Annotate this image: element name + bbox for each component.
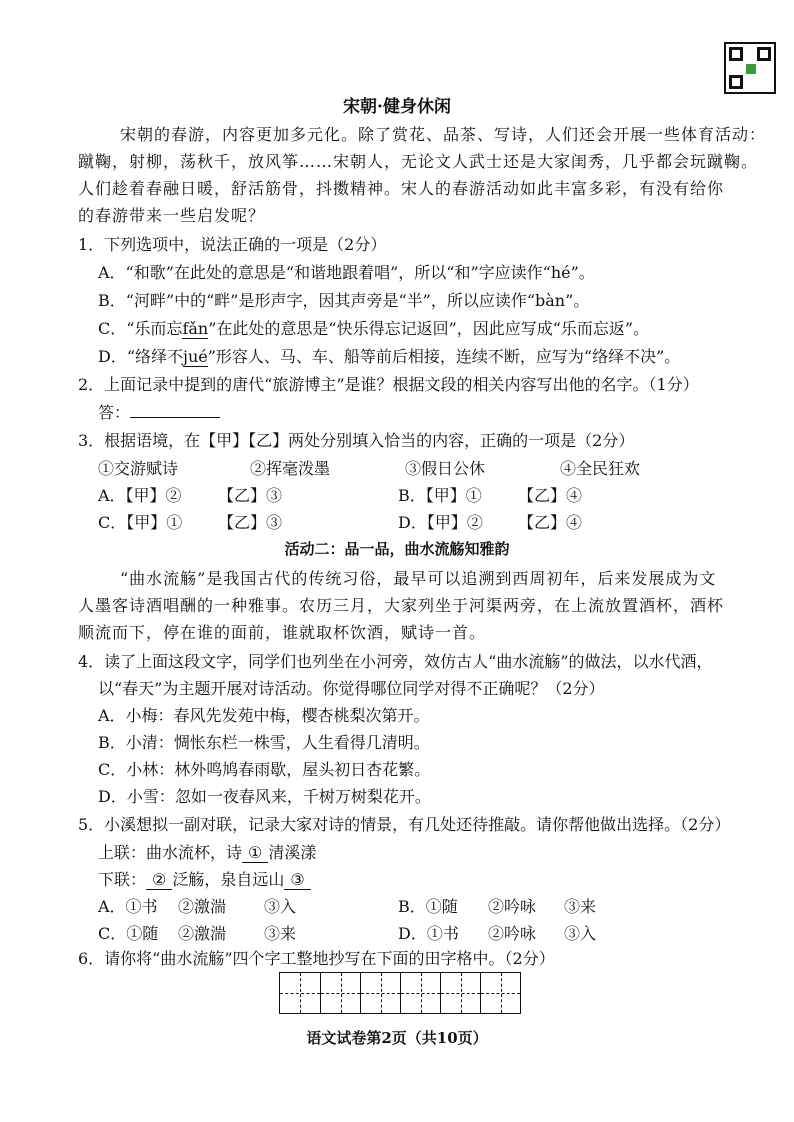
intro-line-3: 人们趁着春融日暖，舒活筋骨，抖擞精神。宋人的春游活动如此丰富多彩，有没有给你 <box>78 179 725 198</box>
q4-option-b: B．小清：惆怅东栏一株雪，人生看得几清明。 <box>98 733 430 752</box>
q3-stem: 3．根据语境，在【甲】【乙】两处分别填入恰当的内容，正确的一项是（2分） <box>78 431 635 450</box>
q3-choice-2: ②挥毫泼墨 <box>250 459 331 478</box>
qr-code-icon <box>724 42 776 94</box>
intro-line-4: 的春游带来一些启发呢？ <box>78 206 266 225</box>
q5-option-a-3: ③入 <box>264 897 297 916</box>
tianzige-cell-6[interactable] <box>480 973 520 1013</box>
q4-stem-1: 4．读了上面这段文字，同学们也列坐在小河旁，效仿古人“曲水流觞”的做法，以水代酒， <box>78 652 713 671</box>
tianzige-grid <box>279 972 521 1014</box>
q3-option-d-jia: D．【甲】② <box>398 513 483 532</box>
q3-option-c-jia: C．【甲】① <box>98 513 183 532</box>
q4-stem-2: 以“春天”为主题开展对诗活动。你觉得哪位同学对得不正确呢？（2分） <box>98 679 605 698</box>
q5-blank-2[interactable]: ② <box>146 870 172 890</box>
q5-upper-couplet: 上联：曲水流杯，诗 ① 清溪漾 <box>98 843 317 862</box>
intro-line-2: 蹴鞠，射柳，荡秋千，放风筝……宋朝人，无论文人武士还是大家闺秀，几乎都会玩蹴鞠。 <box>78 152 759 171</box>
q1-c-pinyin: fǎn <box>182 319 209 338</box>
q3-option-d-yi: 【乙】④ <box>518 513 583 532</box>
q3-option-a-jia: A．【甲】② <box>98 486 182 505</box>
q4-option-d: D．小雪：忽如一夜春风来，千树万树梨花开。 <box>98 787 431 806</box>
tianzige-cell-1[interactable] <box>280 973 320 1013</box>
q5-option-d-2: ②吟咏 <box>488 924 537 943</box>
q3-choice-4: ④全民狂欢 <box>560 459 641 478</box>
q5-option-c-2: ②激湍 <box>178 924 227 943</box>
q1-option-a: A．“和歌”在此处的意思是“和谐地跟着唱”，所以“和”字应读作“hé”。 <box>98 263 595 282</box>
q5-option-b-3: ③来 <box>564 897 597 916</box>
q3-option-a-yi: 【乙】③ <box>218 486 283 505</box>
intro-line-1: 宋朝的春游，内容更加多元化。除了赏花、品茶、写诗，人们还会开展一些体育活动： <box>120 125 767 144</box>
q5-option-c-3: ③来 <box>264 924 297 943</box>
activity2-heading: 活动二：品一品，曲水流觞知雅韵 <box>284 540 510 558</box>
q5-blank-1[interactable]: ① <box>242 843 268 863</box>
q5-option-a-1: A．①书 <box>98 897 158 916</box>
tianzige-cell-4[interactable] <box>400 973 440 1013</box>
q4-option-a: A．小梅：春风先发苑中梅，樱杏桃梨次第开。 <box>98 706 430 725</box>
q5-option-a-2: ②激湍 <box>178 897 227 916</box>
q3-option-b-jia: B．【甲】① <box>398 486 482 505</box>
passage2-line-1: “曲水流觞”是我国古代的传统习俗，最早可以追溯到西周初年，后来发展成为文 <box>120 569 717 588</box>
q2-stem: 2．上面记录中提到的唐代“旅游博主”是谁？根据文段的相关内容写出他的名字。（1分） <box>78 375 699 394</box>
q5-option-c-1: C．①随 <box>98 924 159 943</box>
q5-option-b-2: ②吟咏 <box>488 897 537 916</box>
q2-answer-blank[interactable] <box>130 403 220 418</box>
q1-stem: 1．下列选项中，说法正确的一项是（2分） <box>78 235 387 254</box>
q5-option-b-1: B．①随 <box>398 897 458 916</box>
q2-answer: 答： <box>98 400 220 423</box>
q1-option-d: D．“络绎不jué”形容人、马、车、船等前后相接，连续不断，应写为“络绎不决”。 <box>98 347 681 366</box>
q6-stem: 6．请你将“曲水流觞”四个字工整地抄写在下面的田字格中。（2分） <box>78 949 555 968</box>
q3-choice-1: ①交游赋诗 <box>98 459 179 478</box>
q4-option-c: C．小林：林外鸣鸠春雨歇，屋头初日杏花繁。 <box>98 760 431 779</box>
q5-option-d-3: ③入 <box>564 924 597 943</box>
q1-option-c: C．“乐而忘fǎn”在此处的意思是“快乐得忘记返回”，因此应写成“乐而忘返”。 <box>98 319 650 338</box>
q3-choice-3: ③假日公休 <box>405 459 486 478</box>
q3-option-b-yi: 【乙】④ <box>518 486 583 505</box>
passage2-line-3: 顺流而下，停在谁的面前，谁就取杯饮酒，赋诗一首。 <box>78 623 487 642</box>
q5-stem: 5．小溪想拟一副对联，记录大家对诗的情景，有几处还待推敲。请你帮他做出选择。（2分） <box>78 815 731 834</box>
passage2-line-2: 人墨客诗酒唱酬的一种雅事。农历三月，大家列坐于河渠两旁，在上流放置酒杯，酒杯 <box>78 596 725 615</box>
q3-option-c-yi: 【乙】③ <box>218 513 283 532</box>
page-footer: 语文试卷第2页（共10页） <box>306 1029 488 1047</box>
q5-option-d-1: D．①书 <box>398 924 459 943</box>
q5-lower-couplet: 下联： ② 泛觞，泉自远山 ③ <box>98 867 311 890</box>
q1-option-b: B．“河畔”中的“畔”是形声字，因其声旁是“半”，所以应读作“bàn”。 <box>98 291 590 310</box>
tianzige-cell-5[interactable] <box>440 973 480 1013</box>
tianzige-cell-3[interactable] <box>360 973 400 1013</box>
section-title: 宋朝·健身休闲 <box>343 97 451 117</box>
q5-blank-3[interactable]: ③ <box>284 870 310 890</box>
tianzige-cell-2[interactable] <box>320 973 360 1013</box>
q1-d-pinyin: jué <box>183 347 208 366</box>
